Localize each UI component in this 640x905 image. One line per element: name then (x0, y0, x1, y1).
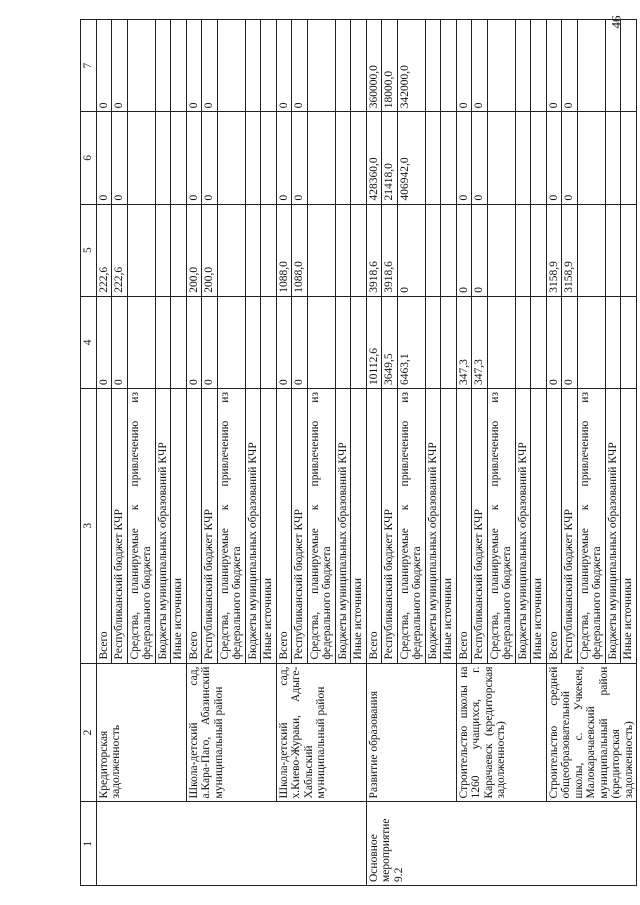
value-cell-v7 (127, 20, 155, 112)
value-cell-v6 (351, 112, 367, 204)
funding-source-cell: Республиканский бюджет КЧР (202, 389, 218, 664)
value-cell-v5 (621, 204, 637, 296)
value-cell-v6: 0 (112, 112, 128, 204)
value-cell-v7: 0 (292, 20, 308, 112)
budget-table (80, 19, 637, 886)
value-cell-v6 (261, 112, 277, 204)
value-cell-v6 (155, 112, 171, 204)
value-cell-v4 (441, 296, 457, 388)
value-cell-v4: 3649,5 (382, 296, 398, 388)
value-cell-v4: 0 (202, 296, 218, 388)
table-row (366, 20, 382, 886)
funding-source-cell: Иные источники (261, 389, 277, 664)
value-cell-v4: 0 (276, 296, 292, 388)
header-cell: 1 (81, 802, 97, 886)
funding-source-cell: Республиканский бюджет КЧР (292, 389, 308, 664)
value-cell-v7: 360000,0 (366, 20, 382, 112)
value-cell-v4 (155, 296, 171, 388)
value-cell-v4 (605, 296, 621, 388)
header-row (81, 20, 97, 886)
value-cell-v6: 428360,0 (366, 112, 382, 204)
program-name-cell: Строительство средней общеобразовательной школы, с. Учкекен, Малокарачаевский муниципальный район (кредиторская задолженность) (546, 663, 637, 802)
value-cell-v6 (577, 112, 605, 204)
value-cell-v6 (307, 112, 335, 204)
value-cell-v6: 0 (96, 112, 112, 204)
funding-source-cell: Средства, планируемые к привлечению из федерального бюджета (217, 389, 245, 664)
funding-source-cell: Бюджеты муниципальных образований КЧР (245, 389, 261, 664)
value-cell-v7 (621, 20, 637, 112)
funding-source-cell: Всего (96, 389, 112, 664)
value-cell-v6 (621, 112, 637, 204)
measure-cell: Основное мероприятие 9.2 (366, 802, 456, 886)
value-cell-v6: 406942,0 (397, 112, 425, 204)
value-cell-v7: 0 (112, 20, 128, 112)
program-name-cell: Развитие образования (366, 663, 456, 802)
table-row (96, 20, 112, 886)
measure-cell (186, 802, 276, 886)
funding-source-cell: Бюджеты муниципальных образований КЧР (155, 389, 171, 664)
funding-source-cell: Республиканский бюджет КЧР (472, 389, 488, 664)
value-cell-v7 (245, 20, 261, 112)
funding-source-cell: Средства, планируемые к привлечению из федерального бюджета (307, 389, 335, 664)
value-cell-v4: 347,3 (456, 296, 472, 388)
funding-source-cell: Бюджеты муниципальных образований КЧР (515, 389, 531, 664)
value-cell-v7 (335, 20, 351, 112)
value-cell-v5: 0 (472, 204, 488, 296)
header-cell: 4 (81, 296, 97, 388)
value-cell-v4 (171, 296, 187, 388)
funding-source-cell: Всего (366, 389, 382, 664)
funding-source-cell: Средства, планируемые к привлечению из федерального бюджета (577, 389, 605, 664)
value-cell-v6: 0 (292, 112, 308, 204)
value-cell-v4: 0 (186, 296, 202, 388)
value-cell-v4: 347,3 (472, 296, 488, 388)
value-cell-v4: 6463,1 (397, 296, 425, 388)
value-cell-v4 (531, 296, 547, 388)
value-cell-v5 (171, 204, 187, 296)
value-cell-v7: 342000,0 (397, 20, 425, 112)
value-cell-v4: 0 (112, 296, 128, 388)
value-cell-v5 (351, 204, 367, 296)
value-cell-v7 (487, 20, 515, 112)
value-cell-v6 (127, 112, 155, 204)
value-cell-v4 (577, 296, 605, 388)
value-cell-v5: 1088,0 (276, 204, 292, 296)
value-cell-v4 (127, 296, 155, 388)
value-cell-v7 (351, 20, 367, 112)
value-cell-v5 (425, 204, 441, 296)
value-cell-v5 (307, 204, 335, 296)
value-cell-v4: 0 (546, 296, 562, 388)
value-cell-v7: 0 (186, 20, 202, 112)
value-cell-v6: 0 (546, 112, 562, 204)
funding-source-cell: Всего (546, 389, 562, 664)
value-cell-v7 (425, 20, 441, 112)
funding-source-cell: Иные источники (351, 389, 367, 664)
measure-cell (96, 802, 186, 886)
page-number: 46 (608, 15, 624, 29)
funding-source-cell: Республиканский бюджет КЧР (112, 389, 128, 664)
value-cell-v4 (335, 296, 351, 388)
value-cell-v5: 200,0 (202, 204, 218, 296)
value-cell-v7 (441, 20, 457, 112)
value-cell-v7 (171, 20, 187, 112)
value-cell-v5: 3918,6 (382, 204, 398, 296)
value-cell-v5 (441, 204, 457, 296)
funding-source-cell: Средства, планируемые к привлечению из федерального бюджета (487, 389, 515, 664)
value-cell-v4: 0 (96, 296, 112, 388)
value-cell-v5 (577, 204, 605, 296)
table-body (96, 20, 637, 886)
value-cell-v5: 3918,6 (366, 204, 382, 296)
funding-source-cell: Средства, планируемые к привлечению из федерального бюджета (127, 389, 155, 664)
header-cell: 5 (81, 204, 97, 296)
value-cell-v4 (487, 296, 515, 388)
value-cell-v4 (425, 296, 441, 388)
funding-source-cell: Всего (456, 389, 472, 664)
value-cell-v6: 0 (456, 112, 472, 204)
funding-source-cell: Бюджеты муниципальных образований КЧР (335, 389, 351, 664)
value-cell-v4: 10112,6 (366, 296, 382, 388)
value-cell-v5 (127, 204, 155, 296)
table-row (186, 20, 202, 886)
funding-source-cell: Иные источники (531, 389, 547, 664)
value-cell-v7: 0 (546, 20, 562, 112)
value-cell-v6 (515, 112, 531, 204)
value-cell-v7 (217, 20, 245, 112)
value-cell-v5: 0 (456, 204, 472, 296)
value-cell-v7: 0 (96, 20, 112, 112)
value-cell-v6 (171, 112, 187, 204)
table-row (456, 20, 472, 886)
header-cell: 6 (81, 112, 97, 204)
value-cell-v5: 1088,0 (292, 204, 308, 296)
value-cell-v7 (605, 20, 621, 112)
value-cell-v6 (531, 112, 547, 204)
value-cell-v6: 0 (202, 112, 218, 204)
value-cell-v6: 0 (472, 112, 488, 204)
value-cell-v5 (605, 204, 621, 296)
funding-source-cell: Иные источники (621, 389, 637, 664)
header-cell: 3 (81, 389, 97, 664)
value-cell-v6 (245, 112, 261, 204)
funding-source-cell: Всего (186, 389, 202, 664)
funding-source-cell: Средства, планируемые к привлечению из федерального бюджета (397, 389, 425, 664)
value-cell-v4 (621, 296, 637, 388)
table-row (276, 20, 292, 886)
funding-source-cell: Всего (276, 389, 292, 664)
value-cell-v6 (335, 112, 351, 204)
value-cell-v7: 0 (276, 20, 292, 112)
value-cell-v4 (245, 296, 261, 388)
header-cell: 7 (81, 20, 97, 112)
value-cell-v7: 18000,0 (382, 20, 398, 112)
value-cell-v6: 0 (562, 112, 578, 204)
value-cell-v5 (245, 204, 261, 296)
value-cell-v7 (515, 20, 531, 112)
value-cell-v4 (217, 296, 245, 388)
value-cell-v5 (155, 204, 171, 296)
funding-source-cell: Республиканский бюджет КЧР (382, 389, 398, 664)
program-name-cell: Школа-детский сад, а.Кара-Паго, Абазинский муниципальный район (186, 663, 276, 802)
value-cell-v7: 0 (456, 20, 472, 112)
program-name-cell: Школа-детский сад, х.Киево-Жураки, Адыге-Хабльский муниципальный район (276, 663, 366, 802)
value-cell-v6 (441, 112, 457, 204)
value-cell-v6: 0 (276, 112, 292, 204)
value-cell-v7 (577, 20, 605, 112)
value-cell-v5: 222,6 (112, 204, 128, 296)
value-cell-v5 (487, 204, 515, 296)
table-row (546, 20, 562, 886)
value-cell-v4 (307, 296, 335, 388)
value-cell-v6 (605, 112, 621, 204)
value-cell-v4 (515, 296, 531, 388)
value-cell-v7 (531, 20, 547, 112)
value-cell-v6 (487, 112, 515, 204)
funding-source-cell: Бюджеты муниципальных образований КЧР (425, 389, 441, 664)
value-cell-v5: 3158,9 (546, 204, 562, 296)
measure-cell (276, 802, 366, 886)
value-cell-v5 (515, 204, 531, 296)
header-cell: 2 (81, 663, 97, 802)
value-cell-v5: 222,6 (96, 204, 112, 296)
value-cell-v7 (307, 20, 335, 112)
value-cell-v5 (261, 204, 277, 296)
funding-source-cell: Иные источники (441, 389, 457, 664)
measure-cell (546, 802, 637, 886)
value-cell-v7: 0 (562, 20, 578, 112)
value-cell-v4: 0 (292, 296, 308, 388)
value-cell-v6: 21418,0 (382, 112, 398, 204)
rotated-table-container (80, 19, 635, 886)
value-cell-v4 (351, 296, 367, 388)
value-cell-v7: 0 (202, 20, 218, 112)
value-cell-v6 (425, 112, 441, 204)
value-cell-v5: 200,0 (186, 204, 202, 296)
value-cell-v5 (335, 204, 351, 296)
value-cell-v7 (261, 20, 277, 112)
program-name-cell: Кредиторская задолженность (96, 663, 186, 802)
funding-source-cell: Бюджеты муниципальных образований КЧР (605, 389, 621, 664)
value-cell-v5 (531, 204, 547, 296)
value-cell-v6: 0 (186, 112, 202, 204)
value-cell-v5: 3158,9 (562, 204, 578, 296)
funding-source-cell: Республиканский бюджет КЧР (562, 389, 578, 664)
program-name-cell: Строительство школы на 1260 учащихся, г. Карачаевск (кредиторская задолженность) (456, 663, 546, 802)
value-cell-v4: 0 (562, 296, 578, 388)
value-cell-v7 (155, 20, 171, 112)
value-cell-v7: 0 (472, 20, 488, 112)
value-cell-v6 (217, 112, 245, 204)
value-cell-v4 (261, 296, 277, 388)
funding-source-cell: Иные источники (171, 389, 187, 664)
measure-cell (456, 802, 546, 886)
value-cell-v5 (217, 204, 245, 296)
value-cell-v5: 0 (397, 204, 425, 296)
